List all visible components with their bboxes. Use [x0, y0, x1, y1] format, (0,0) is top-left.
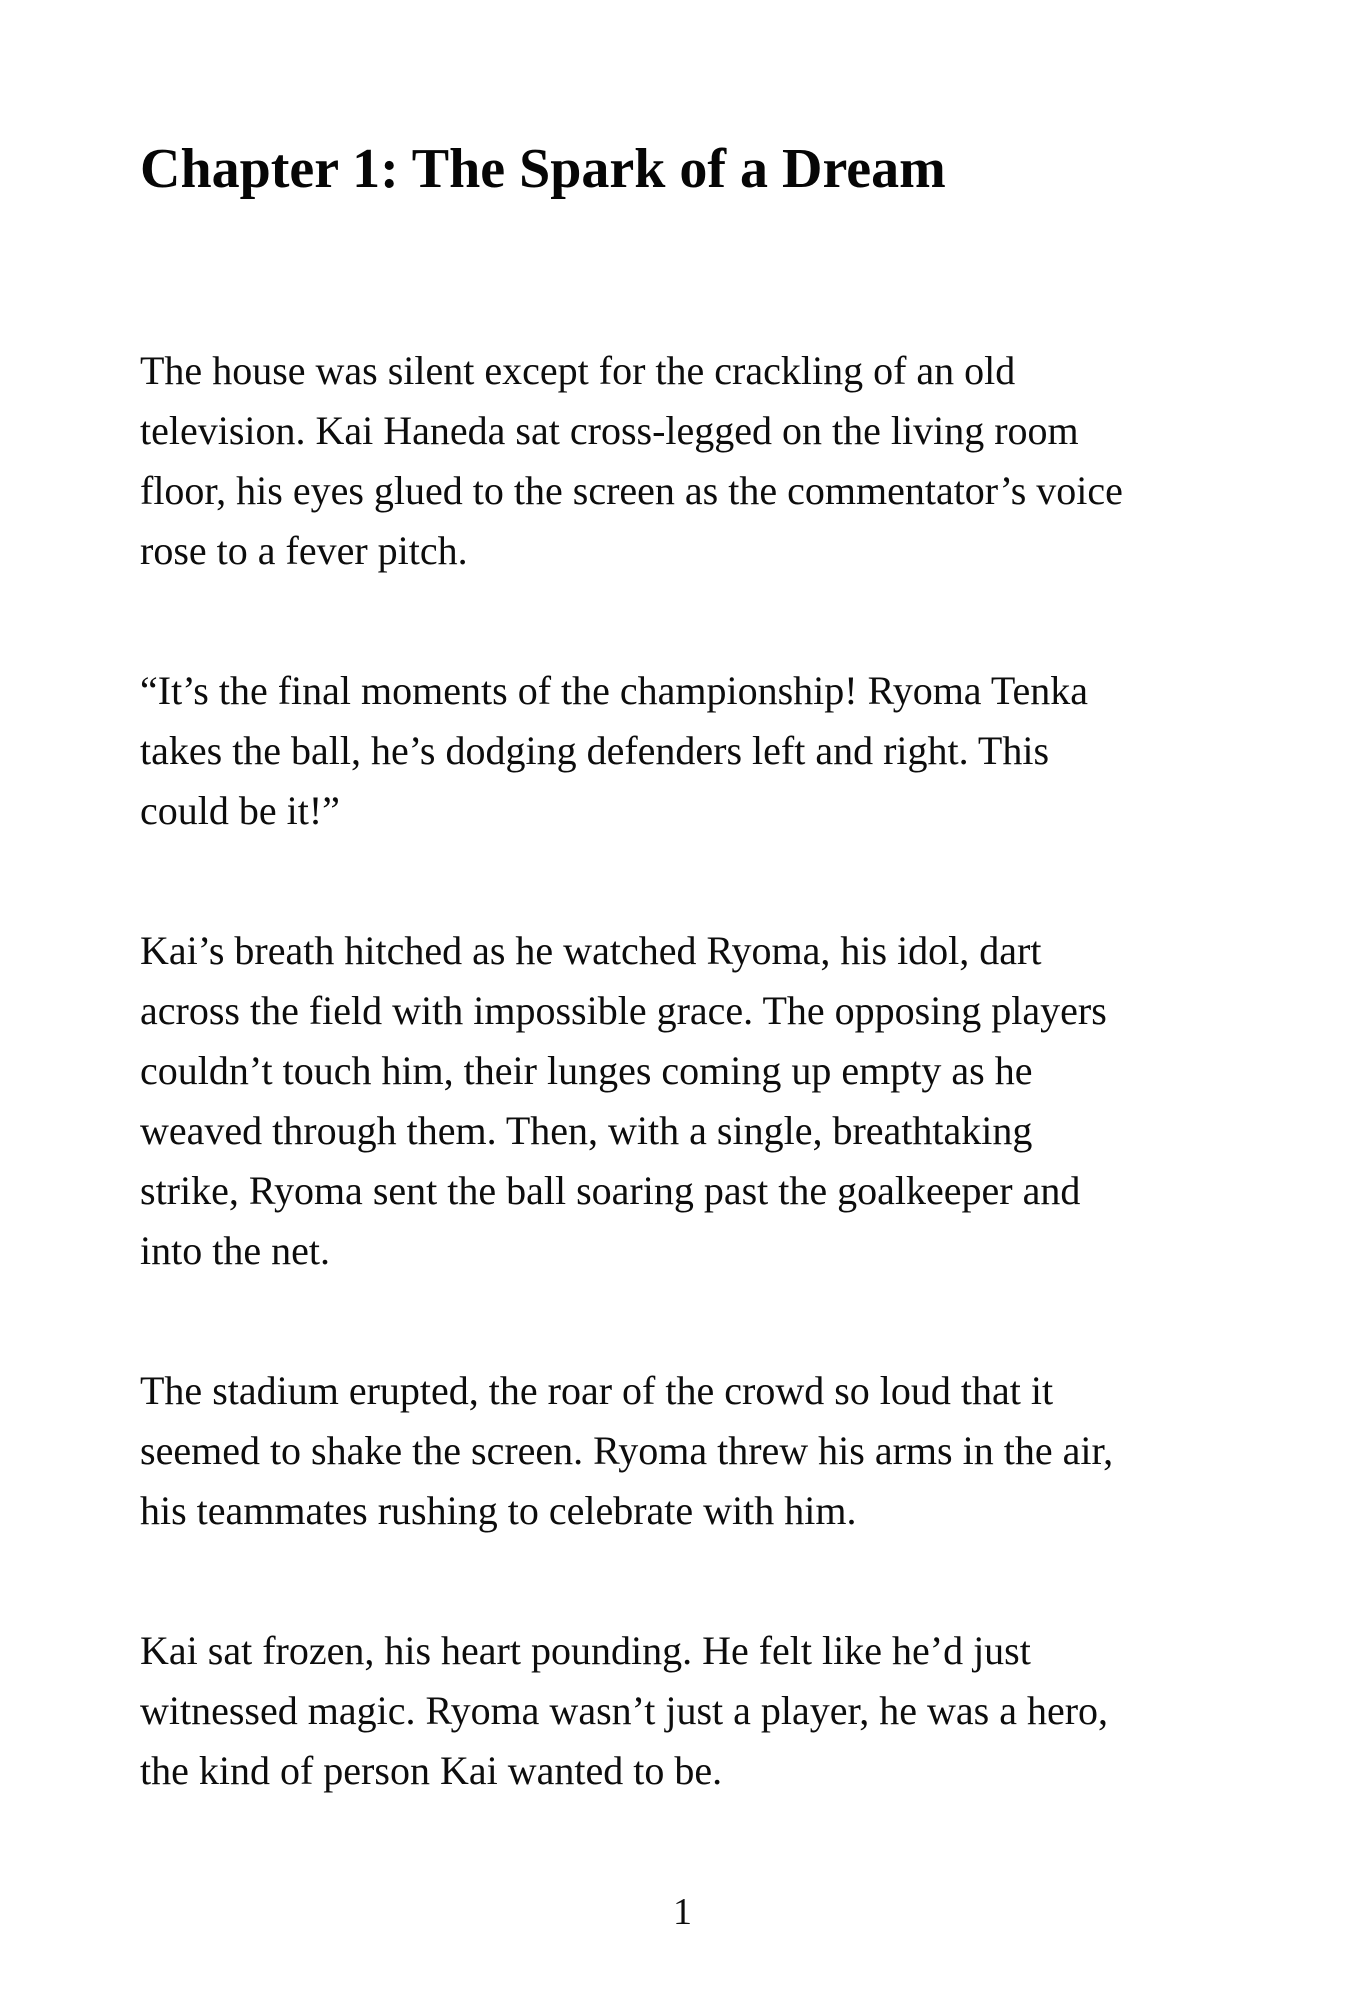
paragraph-line: weaved through them. Then, with a single, breathtaking [140, 1108, 1033, 1153]
paragraph [140, 661, 1240, 841]
paragraph-line: strike, Ryoma sent the ball soaring past the goalkeeper and [140, 1168, 1081, 1213]
paragraph-line: rose to a fever pitch. [140, 528, 468, 573]
paragraph-line: witnessed magic. Ryoma wasn’t just a player, he was a hero, [140, 1688, 1109, 1733]
paragraph [140, 1621, 1240, 1801]
paragraph-line: The stadium erupted, the roar of the crowd so loud that it [140, 1368, 1054, 1413]
page-number: 1 [673, 1891, 692, 1933]
paragraph [140, 341, 1240, 581]
paragraph-line: The house was silent except for the crackling of an old [140, 348, 1016, 393]
paragraph-line: the kind of person Kai wanted to be. [140, 1748, 723, 1793]
paragraph-line: takes the ball, he’s dodging defenders left and right. This [140, 728, 1050, 773]
page-content [140, 137, 1240, 1801]
paragraph-line: television. Kai Haneda sat cross-legged on the living room [140, 408, 1079, 453]
paragraph-line: could be it!” [140, 788, 340, 833]
paragraph-line: across the field with impossible grace. The opposing players [140, 988, 1107, 1033]
chapter-heading: Chapter 1: The Spark of a Dream [140, 138, 946, 200]
body-text [140, 341, 1240, 1801]
paragraph-line: Kai sat frozen, his heart pounding. He felt like he’d just [140, 1628, 1031, 1673]
paragraph [140, 1361, 1240, 1541]
paragraph-line: Kai’s breath hitched as he watched Ryoma, his idol, dart [140, 928, 1042, 973]
paragraph-line: “It’s the final moments of the championship! Ryoma Tenka [140, 668, 1088, 713]
paragraph-line: seemed to shake the screen. Ryoma threw his arms in the air, [140, 1428, 1114, 1473]
paragraph-line: couldn’t touch him, their lunges coming up empty as he [140, 1048, 1033, 1093]
paragraph-line: his teammates rushing to celebrate with him. [140, 1488, 857, 1533]
paragraph [140, 921, 1240, 1281]
paragraph-line: into the net. [140, 1228, 330, 1273]
paragraph-line: floor, his eyes glued to the screen as the commentator’s voice [140, 468, 1123, 513]
